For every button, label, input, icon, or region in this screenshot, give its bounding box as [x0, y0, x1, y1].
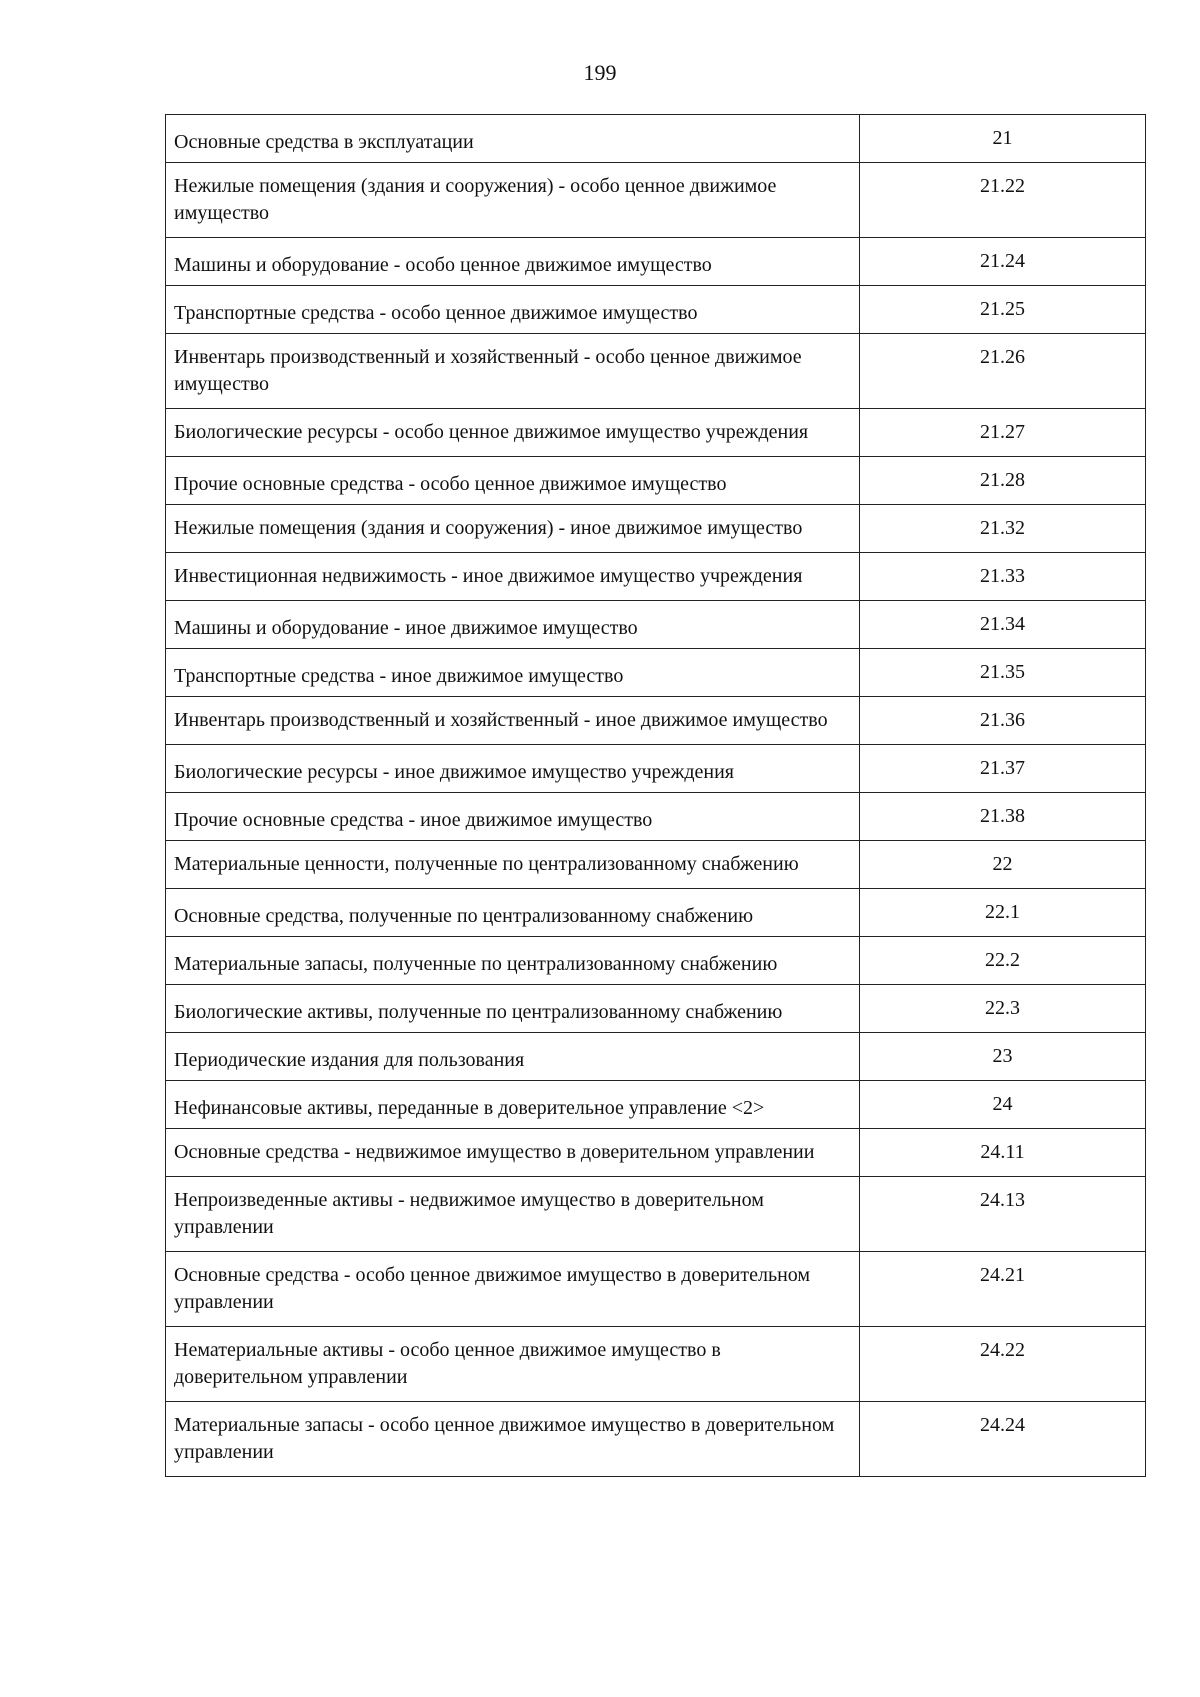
table-row: [166, 1033, 1146, 1081]
table-row: [166, 505, 1146, 553]
account-name-cell: Нежилые помещения (здания и сооружения) - иное движимое имущество: [166, 505, 860, 553]
accounts-table: [165, 114, 1146, 1477]
account-code-cell: 21.33: [860, 553, 1146, 601]
account-code-cell: 24.13: [860, 1177, 1146, 1252]
table-row: [166, 697, 1146, 745]
account-name-cell: Биологические активы, полученные по централизованному снабжению: [166, 985, 860, 1033]
account-name-cell: Основные средства - особо ценное движимое имущество в доверительном управлении: [166, 1252, 860, 1327]
account-name-cell: Нематериальные активы - особо ценное движимое имущество в доверительном управлении: [166, 1327, 860, 1402]
table-row: [166, 1081, 1146, 1129]
account-name-cell: Транспортные средства - иное движимое имущество: [166, 649, 860, 697]
account-code-cell: 23: [860, 1033, 1146, 1081]
table-row: [166, 1327, 1146, 1402]
account-name-cell: Материальные запасы - особо ценное движимое имущество в доверительном управлении: [166, 1402, 860, 1477]
account-code-cell: 22.3: [860, 985, 1146, 1033]
page-number: 199: [583, 60, 617, 85]
accounts-table-container: [165, 114, 1145, 1477]
table-row: [166, 334, 1146, 409]
table-row: [166, 841, 1146, 889]
account-code-cell: 21.37: [860, 745, 1146, 793]
account-code-cell: 21.32: [860, 505, 1146, 553]
table-row: [166, 889, 1146, 937]
account-code-cell: 21.38: [860, 793, 1146, 841]
table-row: [166, 409, 1146, 457]
account-code-cell: 24.21: [860, 1252, 1146, 1327]
account-code-cell: 22: [860, 841, 1146, 889]
account-name-cell: Инвентарь производственный и хозяйственный - иное движимое имущество: [166, 697, 860, 745]
account-name-cell: Инвестиционная недвижимость - иное движимое имущество учреждения: [166, 553, 860, 601]
account-code-cell: 21.24: [860, 238, 1146, 286]
account-code-cell: 21.34: [860, 601, 1146, 649]
table-row: [166, 1252, 1146, 1327]
table-row: [166, 985, 1146, 1033]
accounts-table-body: [166, 115, 1146, 1477]
table-row: [166, 1402, 1146, 1477]
account-name-cell: Периодические издания для пользования: [166, 1033, 860, 1081]
table-row: [166, 601, 1146, 649]
account-name-cell: Транспортные средства - особо ценное движимое имущество: [166, 286, 860, 334]
table-row: [166, 1177, 1146, 1252]
account-name-cell: Материальные запасы, полученные по централизованному снабжению: [166, 937, 860, 985]
table-row: [166, 553, 1146, 601]
account-name-cell: Инвентарь производственный и хозяйственный - особо ценное движимое имущество: [166, 334, 860, 409]
account-name-cell: Основные средства - недвижимое имущество в доверительном управлении: [166, 1129, 860, 1177]
account-code-cell: 21: [860, 115, 1146, 163]
table-row: [166, 286, 1146, 334]
account-name-cell: Биологические ресурсы - иное движимое имущество учреждения: [166, 745, 860, 793]
account-code-cell: 22.1: [860, 889, 1146, 937]
account-code-cell: 21.26: [860, 334, 1146, 409]
table-row: [166, 937, 1146, 985]
account-code-cell: 21.28: [860, 457, 1146, 505]
account-name-cell: Основные средства, полученные по централизованному снабжению: [166, 889, 860, 937]
account-code-cell: 21.36: [860, 697, 1146, 745]
account-name-cell: Прочие основные средства - иное движимое имущество: [166, 793, 860, 841]
account-name-cell: Непроизведенные активы - недвижимое имущество в доверительном управлении: [166, 1177, 860, 1252]
account-code-cell: 21.27: [860, 409, 1146, 457]
table-row: [166, 649, 1146, 697]
account-name-cell: Прочие основные средства - особо ценное движимое имущество: [166, 457, 860, 505]
account-name-cell: Материальные ценности, полученные по централизованному снабжению: [166, 841, 860, 889]
account-code-cell: 24: [860, 1081, 1146, 1129]
account-name-cell: Машины и оборудование - иное движимое имущество: [166, 601, 860, 649]
table-row: [166, 1129, 1146, 1177]
account-code-cell: 24.24: [860, 1402, 1146, 1477]
account-name-cell: Нефинансовые активы, переданные в доверительное управление <2>: [166, 1081, 860, 1129]
account-code-cell: 24.22: [860, 1327, 1146, 1402]
account-code-cell: 22.2: [860, 937, 1146, 985]
table-row: [166, 745, 1146, 793]
table-row: [166, 163, 1146, 238]
account-code-cell: 21.22: [860, 163, 1146, 238]
account-code-cell: 21.35: [860, 649, 1146, 697]
account-code-cell: 24.11: [860, 1129, 1146, 1177]
table-row: [166, 793, 1146, 841]
table-row: [166, 115, 1146, 163]
account-name-cell: Основные средства в эксплуатации: [166, 115, 860, 163]
table-row: [166, 457, 1146, 505]
account-code-cell: 21.25: [860, 286, 1146, 334]
account-name-cell: Биологические ресурсы - особо ценное движимое имущество учреждения: [166, 409, 860, 457]
account-name-cell: Нежилые помещения (здания и сооружения) - особо ценное движимое имущество: [166, 163, 860, 238]
table-row: [166, 238, 1146, 286]
account-name-cell: Машины и оборудование - особо ценное движимое имущество: [166, 238, 860, 286]
